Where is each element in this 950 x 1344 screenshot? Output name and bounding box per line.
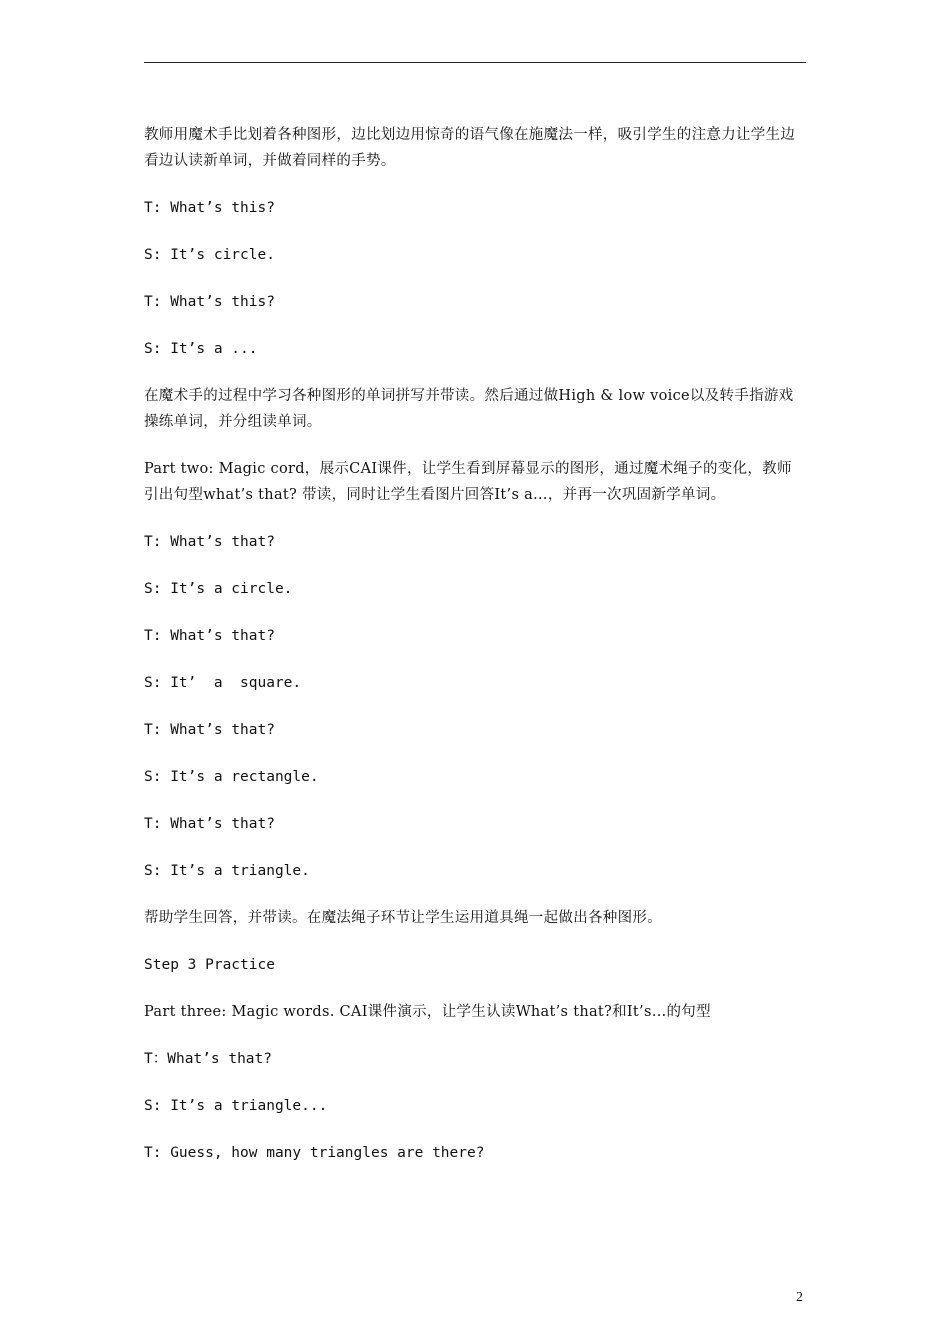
dialogue-line: S: It’s a circle.	[144, 581, 293, 597]
dialogue-line: T: What’s this?	[144, 294, 275, 310]
dialogue-line: T: What’s that?	[144, 722, 275, 738]
paragraph-help-students: 帮助学生回答，并带读。在魔法绳子环节让学生运用道具绳一起做出各种图形。	[144, 910, 662, 926]
dialogue-line: T: What’s that?	[144, 534, 275, 550]
header-rule	[144, 62, 806, 63]
section-heading-step3: Step 3 Practice	[144, 957, 275, 973]
paragraph-part-three: Part three: Magic words. CAI课件演示，让学生认读What’s that?和It’s…的句型	[144, 1004, 711, 1020]
dialogue-line: S: It’s a rectangle.	[144, 769, 319, 785]
dialogue-line: T: What’s this?	[144, 200, 275, 216]
paragraph-magic-hand: 教师用魔术手比划着各种图形，边比划边用惊奇的语气像在施魔法一样，吸引学生的注意力让学生边看边认读新单词，并做着同样的手势。	[144, 127, 796, 169]
dialogue-line: S: It’s circle.	[144, 247, 275, 263]
page-number: 2	[796, 1290, 803, 1305]
dialogue-line: T: Guess, how many triangles are there?	[144, 1145, 485, 1161]
dialogue-line: T: What’s that?	[144, 628, 275, 644]
dialogue-line: S: It’s a ...	[144, 341, 258, 357]
paragraph-word-practice: 在魔术手的过程中学习各种图形的单词拼写并带读。然后通过做High & low voice以及转手指游戏操练单词，并分组读单词。	[144, 388, 794, 430]
paragraph-part-two: Part two: Magic cord，展示CAI课件，让学生看到屏幕显示的图形，通过魔术绳子的变化，教师引出句型what’s that? 带读，同时让学生看图片回答It’s a…，并再一次巩固新学单词。	[144, 461, 792, 503]
dialogue-line: T：What’s that?	[144, 1051, 272, 1067]
document-body	[144, 122, 806, 1187]
dialogue-line: T: What’s that?	[144, 816, 275, 832]
dialogue-line: S: It’s a triangle.	[144, 863, 310, 879]
dialogue-line: S: It’s a triangle...	[144, 1098, 328, 1114]
dialogue-line: S: It’ a square.	[144, 675, 302, 691]
